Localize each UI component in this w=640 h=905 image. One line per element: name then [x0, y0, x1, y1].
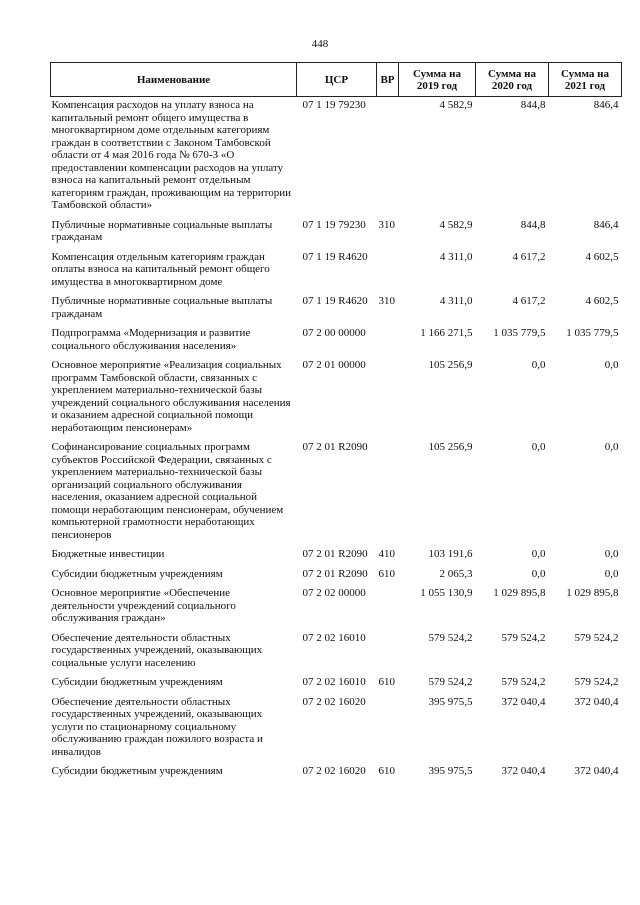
- row-sum-2021: 1 035 779,5: [566, 327, 619, 339]
- row-csr: 07 2 02 16020: [302, 695, 366, 708]
- table-row: [51, 325, 622, 357]
- row-name: Основное мероприятие «Обеспечение деятельности учреждений социального обслуживания граждан»: [51, 587, 236, 624]
- row-csr: 07 2 00 00000: [302, 327, 366, 339]
- header-vr: ВР: [377, 63, 399, 97]
- row-vr: [377, 694, 399, 764]
- row-sum-2020: 372 040,4: [501, 765, 546, 777]
- row-vr: [377, 249, 399, 294]
- table-row: [51, 694, 622, 764]
- row-sum-2019: 579 524,2: [428, 676, 473, 688]
- row-sum-2019: 1 166 271,5: [420, 327, 473, 339]
- row-vr: 610: [378, 567, 395, 580]
- row-sum-2019: 105 256,9: [428, 359, 473, 371]
- row-sum-2020: 0,0: [531, 359, 546, 371]
- table-row: [51, 763, 622, 783]
- row-sum-2019: 1 055 130,9: [420, 587, 473, 599]
- row-name: Публичные нормативные социальные выплаты гражданам: [51, 295, 273, 320]
- table-row: [51, 97, 622, 217]
- row-sum-2021: 0,0: [604, 359, 619, 371]
- row-csr: 07 1 19 R4620: [302, 250, 368, 263]
- row-sum-2020: 4 617,2: [512, 250, 546, 263]
- row-vr: [377, 585, 399, 630]
- row-csr: 07 2 01 00000: [302, 359, 366, 371]
- row-csr: 07 2 02 00000: [302, 587, 366, 599]
- row-name: Обеспечение деятельности областных государственных учреждений, оказывающих услуги по стационарному социальному обслуживанию граждан пожилого возраста и инвалидов: [51, 695, 263, 758]
- row-vr: [377, 97, 399, 217]
- row-sum-2020: 844,8: [520, 218, 546, 231]
- table-row: [51, 585, 622, 630]
- row-sum-2020: 844,8: [520, 99, 546, 111]
- row-csr: 07 2 02 16010: [302, 676, 366, 688]
- row-sum-2019: 2 065,3: [439, 567, 473, 580]
- row-vr: [377, 357, 399, 439]
- row-name: Подпрограмма «Модернизация и развитие социального обслуживания населения»: [51, 327, 251, 352]
- row-sum-2021: 0,0: [604, 441, 619, 453]
- row-sum-2019: 105 256,9: [428, 441, 473, 453]
- row-sum-2019: 395 975,5: [428, 695, 473, 708]
- row-sum-2020: 1 029 895,8: [493, 587, 546, 599]
- row-csr: 07 1 19 79230: [302, 99, 366, 111]
- row-sum-2019: 4 311,0: [439, 295, 473, 307]
- page-number: 448: [311, 38, 329, 50]
- row-sum-2021: 1 029 895,8: [566, 587, 619, 599]
- table-row: [51, 217, 622, 249]
- row-sum-2020: 1 035 779,5: [493, 327, 546, 339]
- row-name: Основное мероприятие «Реализация социальных программ Тамбовской области, связанных с укреплением материально-технической базы учреждений социального обслуживания населения и оказанием адресной социальной помощи неработающим пенсионерам»: [51, 359, 291, 434]
- row-name: Субсидии бюджетным учреждениям: [51, 567, 223, 580]
- row-name: Обеспечение деятельности областных государственных учреждений, оказывающих социальные услуги населению: [51, 631, 263, 669]
- row-sum-2021: 579 524,2: [574, 631, 619, 644]
- row-sum-2021: 372 040,4: [574, 695, 619, 708]
- row-name: Субсидии бюджетным учреждениям: [51, 676, 223, 688]
- row-sum-2021: 846,4: [593, 218, 619, 231]
- table-row: [51, 566, 622, 586]
- header-name: Наименование: [51, 63, 297, 97]
- row-vr: 610: [378, 676, 395, 688]
- row-sum-2020: 579 524,2: [501, 676, 546, 688]
- row-vr: 310: [378, 295, 395, 307]
- row-name: Софинансирование социальных программ субъектов Российской Федерации, связанных с укреплением материально-технической базы организаций социального обслуживания населения, оказанием адресной социальной помощи неработающим пенсионерам, обучением компьютерной грамотности неработающих пенсионеров: [51, 441, 284, 541]
- row-sum-2020: 579 524,2: [501, 631, 546, 644]
- row-vr: 610: [378, 765, 395, 777]
- row-name: Компенсация расходов на уплату взноса на капитальный ремонт общего имущества в многоквартирном доме отдельным категориям граждан в соответствии с Законом Тамбовской области от 4 мая 2016 года № 670-З «О предоставлении компенсации расходов на уплату взноса на капитальный ремонт отдельным категориям граждан, проживающим на территории Тамбовской области»: [51, 99, 292, 211]
- header-sum-2019: Сумма на 2019 год: [399, 63, 476, 97]
- table-row: [51, 293, 622, 325]
- row-sum-2020: 0,0: [531, 548, 546, 560]
- row-sum-2019: 395 975,5: [428, 765, 473, 777]
- row-vr: 410: [378, 548, 395, 560]
- table-row: [51, 249, 622, 294]
- row-vr: 310: [378, 218, 395, 231]
- row-sum-2021: 4 602,5: [585, 250, 619, 263]
- row-name: Бюджетные инвестиции: [51, 548, 165, 560]
- table-row: [51, 357, 622, 439]
- table-row: [51, 674, 622, 694]
- row-sum-2019: 4 311,0: [439, 250, 473, 263]
- header-sum-2020: Сумма на 2020 год: [476, 63, 549, 97]
- row-csr: 07 2 02 16020: [302, 765, 366, 777]
- row-sum-2021: 372 040,4: [574, 765, 619, 777]
- row-sum-2021: 0,0: [604, 548, 619, 560]
- row-csr: 07 2 01 R2090: [302, 441, 368, 453]
- row-sum-2019: 579 524,2: [428, 631, 473, 644]
- row-sum-2020: 372 040,4: [501, 695, 546, 708]
- row-csr: 07 2 02 16010: [302, 631, 366, 644]
- row-sum-2021: 579 524,2: [574, 676, 619, 688]
- row-sum-2021: 846,4: [593, 99, 619, 111]
- budget-table: [50, 62, 622, 783]
- row-sum-2021: 0,0: [604, 567, 619, 580]
- row-name: Публичные нормативные социальные выплаты гражданам: [51, 218, 273, 243]
- table-row: [51, 439, 622, 546]
- row-vr: [377, 325, 399, 357]
- row-csr: 07 2 01 R2090: [302, 567, 368, 580]
- row-sum-2019: 103 191,6: [428, 548, 473, 560]
- row-name: Компенсация отдельным категориям граждан оплаты взноса на капитальный ремонт общего имущества в многоквартирном доме: [51, 250, 270, 288]
- row-sum-2020: 4 617,2: [512, 295, 546, 307]
- table-row: [51, 546, 622, 566]
- row-csr: 07 1 19 R4620: [302, 295, 368, 307]
- row-csr: 07 1 19 79230: [302, 218, 366, 231]
- row-sum-2020: 0,0: [531, 441, 546, 453]
- row-sum-2019: 4 582,9: [439, 218, 473, 231]
- row-csr: 07 2 01 R2090: [302, 548, 368, 560]
- row-name: Субсидии бюджетным учреждениям: [51, 765, 223, 777]
- row-sum-2021: 4 602,5: [585, 295, 619, 307]
- row-vr: [377, 439, 399, 546]
- table-row: [51, 630, 622, 675]
- header-sum-2021: Сумма на 2021 год: [549, 63, 622, 97]
- row-vr: [377, 630, 399, 675]
- row-sum-2020: 0,0: [531, 567, 546, 580]
- header-csr: ЦСР: [297, 63, 377, 97]
- table-header-row: [51, 63, 622, 97]
- row-sum-2019: 4 582,9: [439, 99, 473, 111]
